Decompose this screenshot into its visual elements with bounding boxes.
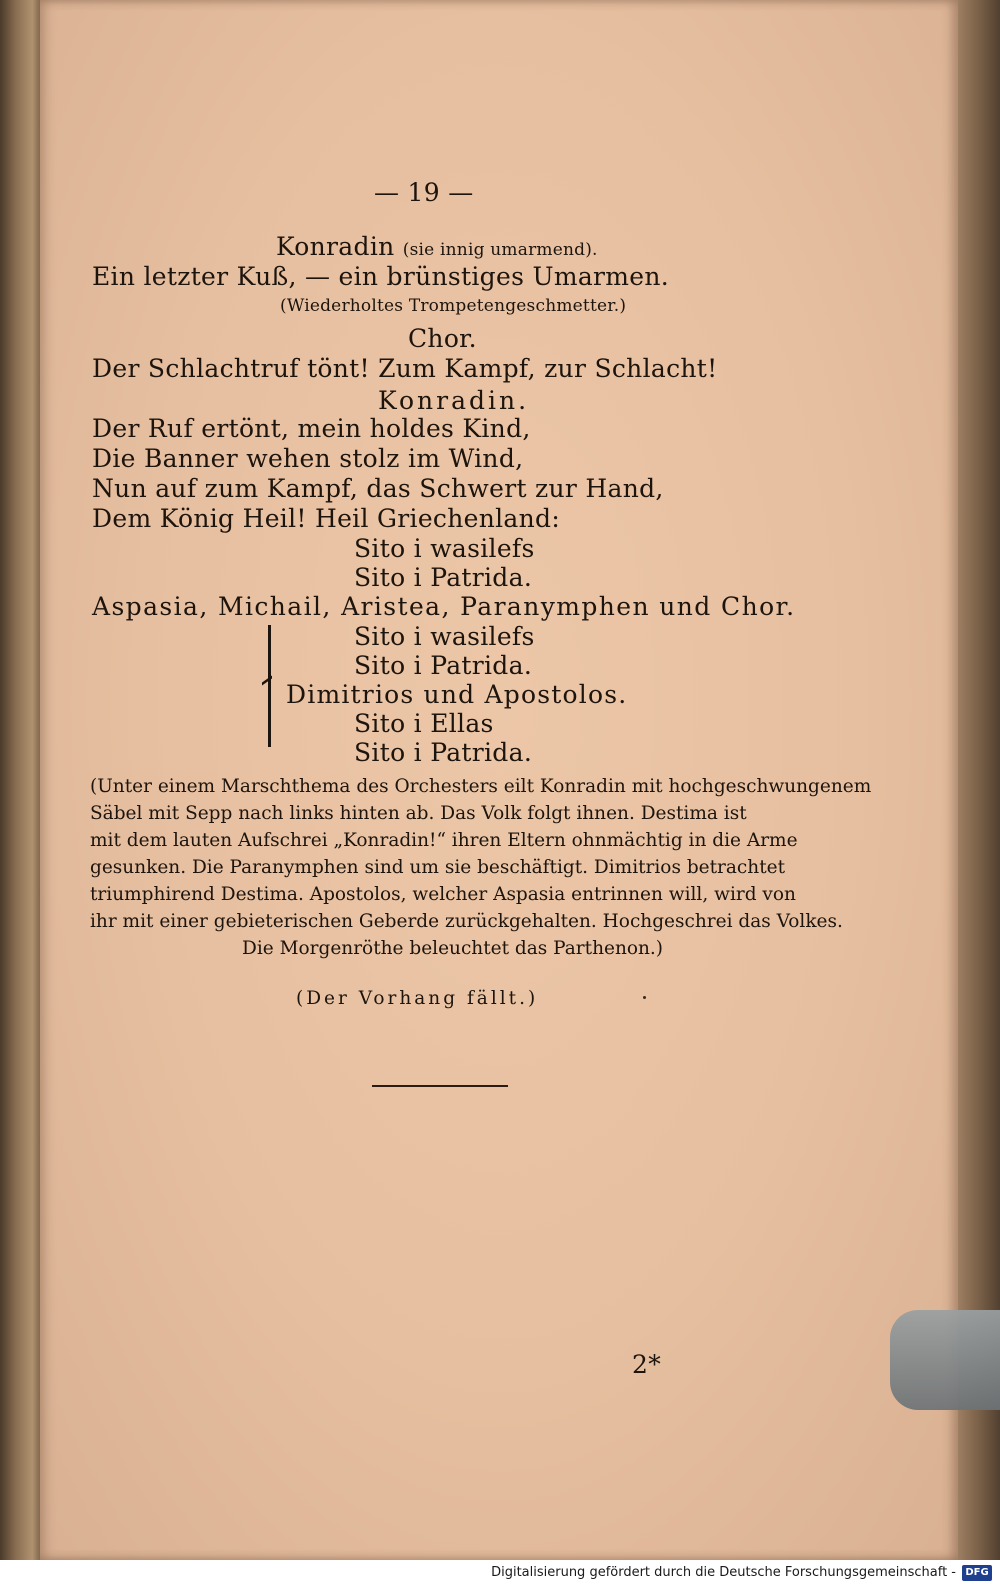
footer-credit: Digitalisierung gefördert durch die Deutsche Forschungsgemeinschaft - — [491, 1565, 956, 1580]
stage-direction-line: ihr mit einer gebieterischen Geberde zurückgehalten. Hochgeschrei das Volkes. — [90, 911, 843, 932]
stage-direction-line: triumphirend Destima. Apostolos, welcher Aspasia entrinnen will, wird von — [90, 884, 796, 905]
page-clip-tab — [890, 1310, 1000, 1410]
ink-dot — [643, 996, 646, 999]
verse-line: Dem König Heil! Heil Griechenland: — [92, 504, 561, 533]
speaker-group: Aspasia, Michail, Aristea, Paranymphen und Chor. — [92, 592, 796, 621]
greek-line: Sito i wasilefs — [354, 534, 535, 563]
speaker-note: (sie innig umarmend). — [402, 240, 598, 260]
verse-line: Der Schlachtruf tönt! Zum Kampf, zur Schlacht! — [92, 354, 718, 383]
signature-mark: 2* — [632, 1350, 662, 1379]
greek-line: Sito i Patrida. — [354, 563, 533, 592]
stage-direction-line: mit dem lauten Aufschrei „Konradin!“ ihren Eltern ohnmächtig in die Arme — [90, 830, 798, 851]
brace — [268, 625, 279, 747]
speaker-konradin: Konradin. — [378, 386, 530, 415]
verse-line: Der Ruf ertönt, mein holdes Kind, — [92, 414, 531, 443]
verse-line: Die Banner wehen stolz im Wind, — [92, 444, 524, 473]
page-number: — 19 — — [374, 178, 474, 207]
verse-line: Ein letzter Kuß, — ein brünstiges Umarmen. — [92, 262, 670, 291]
verse-line: Nun auf zum Kampf, das Schwert zur Hand, — [92, 474, 664, 503]
footer-bar — [0, 1560, 1000, 1588]
greek-line: Sito i Patrida. — [354, 651, 533, 680]
speaker-duo: Dimitrios und Apostolos. — [286, 680, 628, 709]
speaker-name: Konradin — [276, 232, 395, 261]
curtain-line: (Der Vorhang fällt.) — [296, 988, 539, 1009]
dfg-logo: DFG — [962, 1565, 992, 1581]
speaker-konradin — [276, 232, 598, 261]
stage-direction-line: gesunken. Die Paranymphen sind um sie beschäftigt. Dimitrios betrachtet — [90, 857, 786, 878]
greek-line: Sito i Patrida. — [354, 738, 533, 767]
stage-note: (Wiederholtes Trompetengeschmetter.) — [280, 296, 627, 316]
stage-direction-line: (Unter einem Marschthema des Orchesters eilt Konradin mit hochgeschwungenem — [90, 776, 872, 797]
stage-direction-line: Säbel mit Sepp nach links hinten ab. Das Volk folgt ihnen. Destima ist — [90, 803, 747, 824]
greek-line: Sito i wasilefs — [354, 622, 535, 651]
greek-line: Sito i Ellas — [354, 709, 494, 738]
speaker-chor: Chor. — [408, 324, 477, 353]
stage-direction-line: Die Morgenröthe beleuchtet das Parthenon.) — [242, 938, 664, 959]
end-rule — [372, 1085, 508, 1087]
